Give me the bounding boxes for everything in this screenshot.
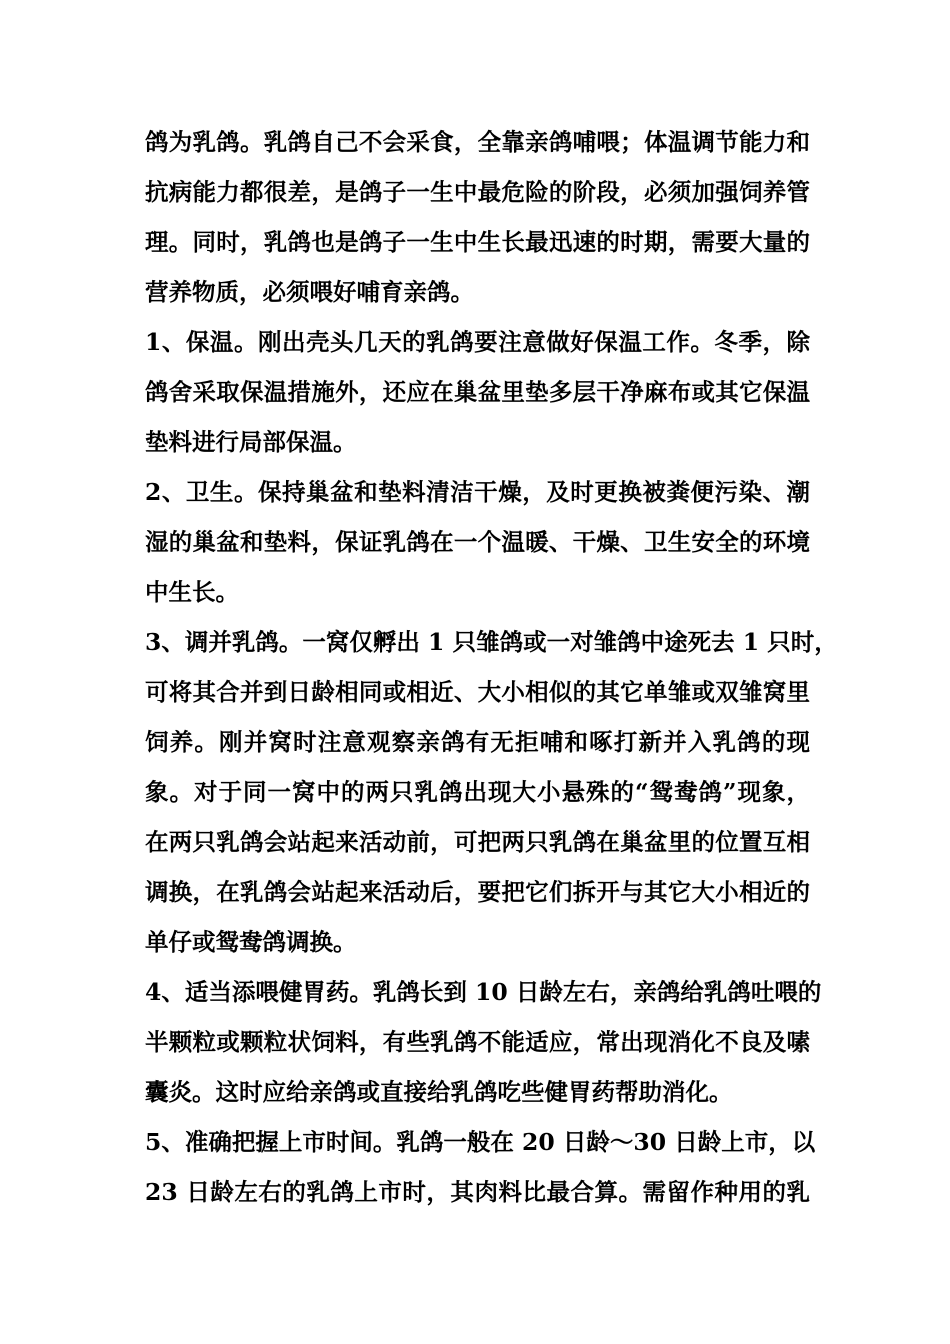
text-line: 可将其合并到日龄相同或相近、大小相似的其它单雏或双雏窝里	[145, 678, 810, 706]
text-line: 鸽为乳鸽。乳鸽自己不会采食，全靠亲鸽哺喂；体温调节能力和	[145, 128, 810, 156]
text-line: 单仔或鸳鸯鸽调换。	[145, 928, 357, 956]
text-line: 半颗粒或颗粒状饲料，有些乳鸽不能适应，常出现消化不良及嗉	[145, 1028, 810, 1056]
text-line: 营养物质，必须喂好哺育亲鸽。	[145, 278, 474, 306]
text-line: 象。对于同一窝中的两只乳鸽出现大小悬殊的“鸳鸯鸽”现象，	[145, 778, 810, 806]
text-line: 理。同时，乳鸽也是鸽子一生中生长最迅速的时期，需要大量的	[145, 228, 810, 256]
text-line: 垫料进行局部保温。	[145, 428, 357, 456]
text-line: 3、调并乳鸽。一窝仅孵出 1 只雏鸽或一对雏鸽中途死去 1 只时，	[145, 628, 838, 656]
text-line: 抗病能力都很差，是鸽子一生中最危险的阶段，必须加强饲养管	[145, 178, 810, 206]
text-line: 4、适当添喂健胃药。乳鸽长到 10 日龄左右，亲鸽给乳鸽吐喂的	[145, 978, 822, 1006]
text-line: 鸽舍采取保温措施外，还应在巢盆里垫多层干净麻布或其它保温	[145, 378, 810, 406]
text-line: 调换，在乳鸽会站起来活动后，要把它们拆开与其它大小相近的	[145, 878, 810, 906]
text-line: 囊炎。这时应给亲鸽或直接给乳鸽吃些健胃药帮助消化。	[145, 1078, 733, 1106]
text-line: 1、保温。刚出壳头几天的乳鸽要注意做好保温工作。冬季，除	[145, 328, 810, 356]
text-line: 湿的巢盆和垫料，保证乳鸽在一个温暖、干燥、卫生安全的环境	[145, 528, 810, 556]
text-line: 5、准确把握上市时间。乳鸽一般在 20 日龄～30 日龄上市，以	[145, 1128, 816, 1156]
text-line: 饲养。刚并窝时注意观察亲鸽有无拒哺和啄打新并入乳鸽的现	[145, 728, 810, 756]
document-body	[145, 117, 838, 1217]
text-line: 23 日龄左右的乳鸽上市时，其肉料比最合算。需留作种用的乳	[145, 1178, 810, 1206]
text-line: 2、卫生。保持巢盆和垫料清洁干燥，及时更换被粪便污染、潮	[145, 478, 810, 506]
text-line: 中生长。	[145, 578, 239, 606]
text-line: 在两只乳鸽会站起来活动前，可把两只乳鸽在巢盆里的位置互相	[145, 828, 810, 856]
